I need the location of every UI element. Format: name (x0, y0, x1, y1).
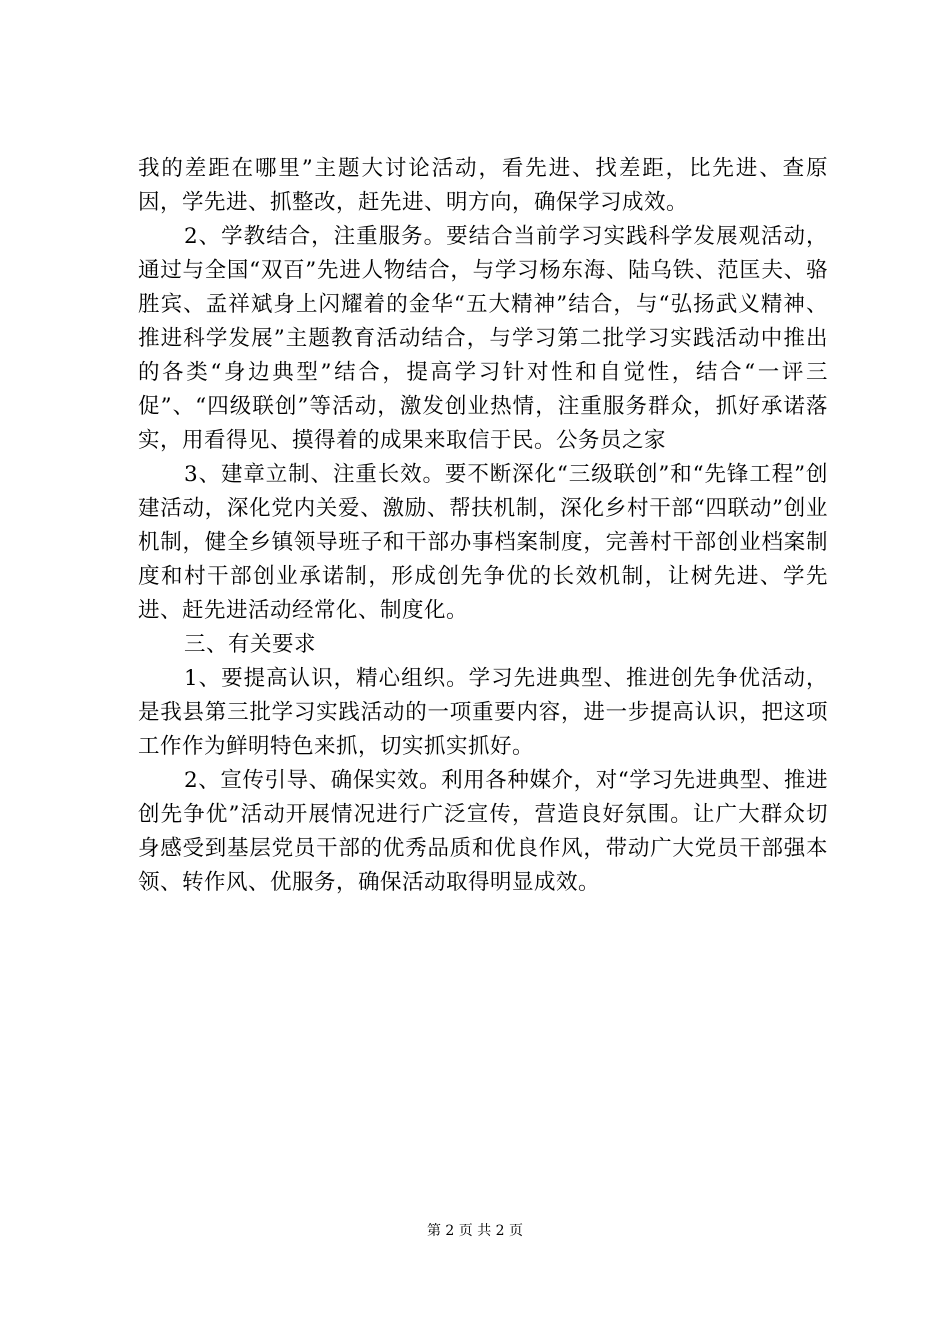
paragraph-long-term-mechanism: 3、建章立制、注重长效。要不断深化“三级联创”和“先锋工程”创建活动，深化党内关爱、激励、帮扶机制，深化乡村干部“四联动”创业机制，健全乡镇领导班子和干部办事档案制度，完善村干部创业档案制度和村干部创业承诺制，形成创先争优的长效机制，让树先进、学先进、赶先进活动经常化、制度化。 (138, 462, 828, 623)
page-footer (0, 1222, 950, 1240)
page-number-label: 第 2 页 共 2 页 (426, 1223, 524, 1239)
paragraph-raise-awareness: 1、要提高认识，精心组织。学习先进典型、推进创先争优活动，是我县第三批学习实践活动的一项重要内容，进一步提高认识，把这项工作作为鲜明特色来抓，切实抓实抓好。 (138, 666, 828, 759)
section-heading-requirements: 三、有关要求 (184, 632, 317, 657)
paragraph-publicity: 2、宣传引导、确保实效。利用各种媒介，对“学习先进典型、推进创先争优”活动开展情况进行广泛宣传，营造良好氛围。让广大群众切身感受到基层党员干部的优秀品质和优良作风，带动广大党员干部强本领、转作风、优服务，确保活动取得明显成效。 (138, 768, 828, 895)
paragraph-continuation: 我的差距在哪里”主题大讨论活动，看先进、找差距，比先进、查原因，学先进、抓整改，赶先进、明方向，确保学习成效。 (138, 156, 828, 215)
document-body (138, 152, 828, 900)
paragraph-study-service: 2、学教结合，注重服务。要结合当前学习实践科学发展观活动，通过与全国“双百”先进人物结合，与学习杨东海、陆乌铁、范匡夫、骆胜宾、孟祥斌身上闪耀着的金华“五大精神”结合，与“弘扬武义精神、推进科学发展”主题教育活动结合，与学习第二批学习实践活动中推出的各类“身边典型”结合，提高学习针对性和自觉性，结合“一评三促”、“四级联创”等活动，激发创业热情，注重服务群众，抓好承诺落实，用看得见、摸得着的成果来取信于民。公务员之家 (138, 224, 828, 453)
